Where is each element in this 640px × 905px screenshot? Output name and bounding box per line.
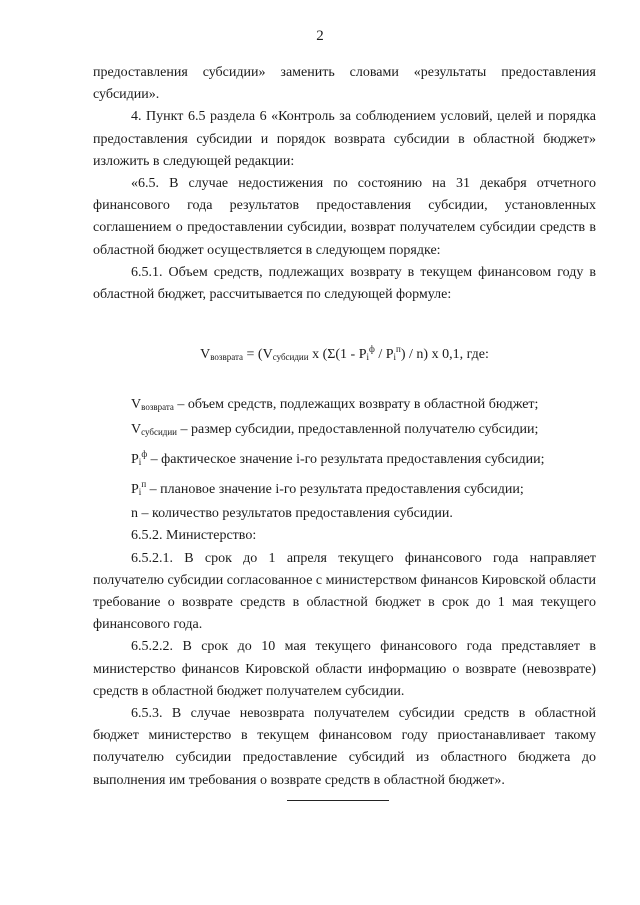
paragraph-6-5-2: 6.5.2. Министерство:: [131, 528, 257, 544]
definition-n: n – количество результатов предоставления субсидии.: [131, 506, 453, 522]
formula-v: V: [200, 347, 211, 363]
definition-v-return: [93, 394, 596, 418]
paragraph-6-5-1: 6.5.1. Объем средств, подлежащих возврату в текущем финансовом году в областной бюджет, рассчитывается по следующей формуле:: [93, 264, 596, 303]
end-separator-line: [287, 800, 389, 801]
def-3-sub: i: [138, 456, 142, 467]
def-3-symbol: P: [131, 451, 139, 467]
formula-vs-sub: субсидии: [272, 352, 309, 363]
paragraph-item-4: 4. Пункт 6.5 раздела 6 «Контроль за соблюдением условий, целей и порядка предоставления субсидии и порядок возврата субсидии в областной бюджет» изложить в следующей редакции:: [93, 109, 596, 169]
paragraph-6-5: «6.5. В случае недостижения по состоянию на 31 декабря отчетного финансового года результатов предоставления субсидии, установленных соглашением о предоставлении субсидии, возврат получателем субсидии средств в областной бюджет осуществляется в следующем порядке:: [93, 176, 596, 258]
definition-v-subsidy: [93, 419, 596, 443]
def-2-symbol: V: [131, 421, 142, 437]
def-2-text: – размер субсидии, предоставленной получателю субсидии;: [176, 421, 539, 437]
formula-i2: i: [393, 352, 397, 363]
def-3-sup: ф: [141, 448, 148, 459]
def-1-sub: возврата: [141, 402, 174, 413]
refund-formula: [93, 338, 596, 368]
document-body: [93, 62, 596, 792]
definition-p-actual: [93, 443, 596, 473]
def-4-sub: i: [138, 487, 142, 498]
formula-i1: i: [366, 352, 369, 363]
formula-tail: ) / n) x 0,1, где:: [400, 347, 489, 363]
definition-p-planned: [93, 473, 596, 503]
paragraph-6-5-3: 6.5.3. В случае невозврата получателем субсидии средств в областной бюджет министерство в текущем финансовом году приостанавливает такому получателю субсидии предоставление субсидий из областного бюджета до выполнения им требования о возврате средств в областной бюджет».: [93, 706, 596, 788]
def-3-text: – фактическое значение i-го результата предоставления субсидии;: [147, 451, 545, 467]
paragraph-1: предоставления субсидии» заменить словами «результаты предоставления субсидии».: [93, 65, 596, 103]
formula-p-sup: п: [396, 344, 401, 355]
def-1-text: – объем средств, подлежащих возврату в областной бюджет;: [173, 397, 539, 413]
def-2-sub: субсидии: [141, 426, 177, 437]
def-4-sup: п: [141, 479, 147, 490]
paragraph-6-5-2-1: 6.5.2.1. В срок до 1 апреля текущего финансового года направляет получателю субсидии согласованное с министерством финансов Кировской области требование о возврате средств в областной бюджет в срок до 1 мая текущего финансового года.: [93, 550, 596, 633]
formula-mid: x (Σ(1 - P: [308, 347, 367, 363]
page-number: 2: [316, 28, 324, 44]
def-4-text: – плановое значение i-го результата предоставления субсидии;: [146, 482, 524, 498]
def-1-symbol: V: [131, 397, 142, 413]
def-4-symbol: P: [131, 482, 139, 498]
formula-v-sub: возврата: [210, 352, 244, 363]
formula-f-sup: ф: [369, 344, 375, 355]
formula-slash: / P: [374, 347, 394, 363]
paragraph-6-5-2-2: 6.5.2.2. В срок до 10 мая текущего финансового года представляет в министерство финансов Кировской области информацию о возврате (невозврате) средств в областной бюджет получателем субсидии.: [93, 639, 596, 699]
formula-eq: = (V: [243, 347, 273, 363]
